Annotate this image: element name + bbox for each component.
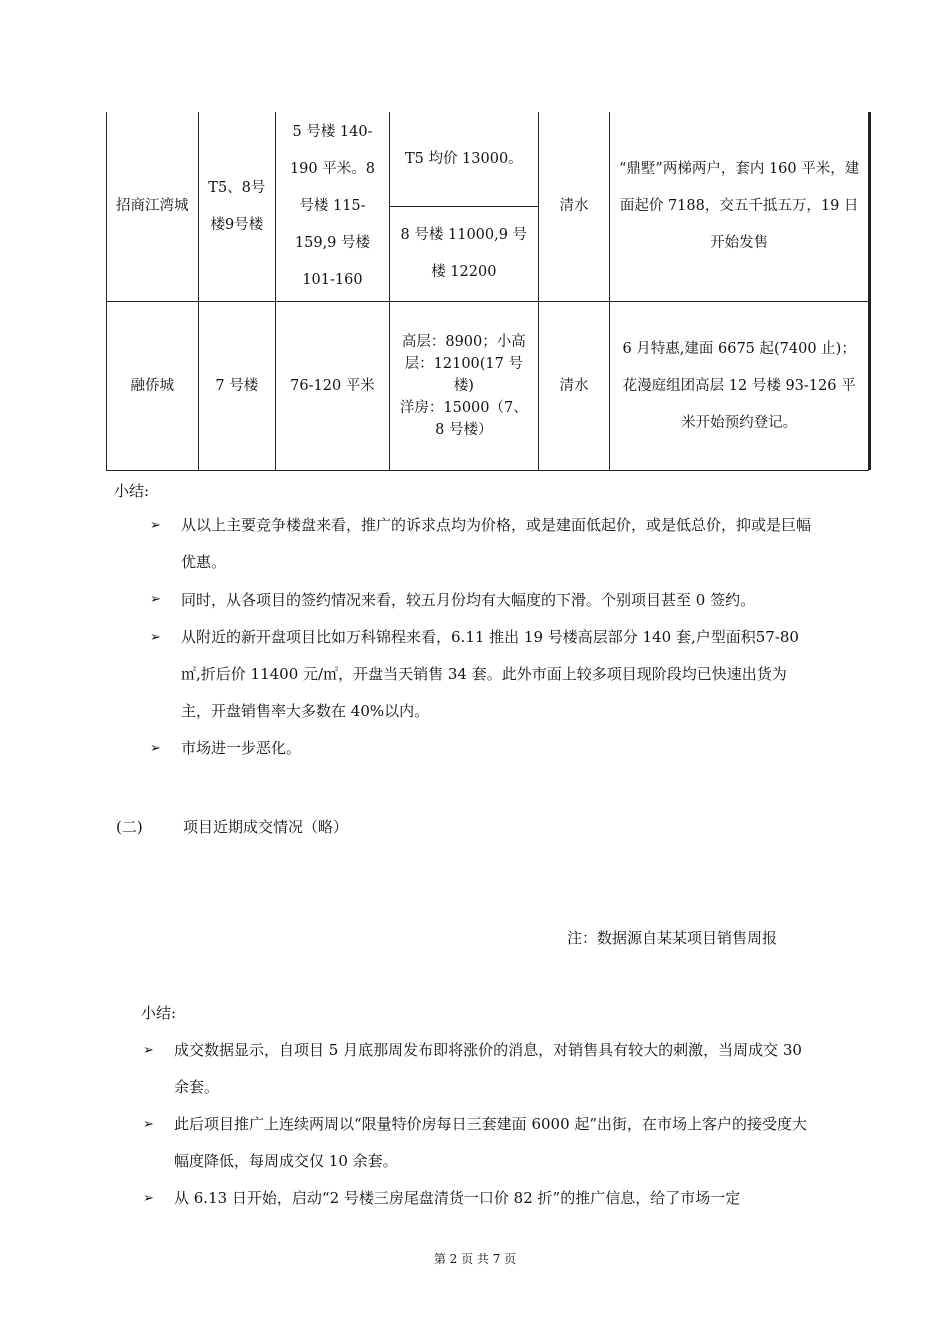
cell-notes: “鼎墅”两梯两户，套内 160 平米，建面起价 7188，交五千抵五万，19 日开始发售: [610, 112, 869, 302]
bullet-icon: ➢: [143, 1043, 154, 1058]
summary-bullet: 市场进一步恶化。: [181, 739, 302, 757]
bullet-icon: ➢: [150, 630, 161, 645]
cell-price: T5 均价 13000。: [389, 112, 538, 207]
bullet-icon: ➢: [150, 518, 161, 533]
cell-price: [389, 302, 538, 471]
page-footer: 第 2 页 共 7 页: [433, 1252, 517, 1266]
summary-bullet: 从以上主要竞争楼盘来看，推广的诉求点均为价格，或是建面低起价，或是低总价，抑或是巨幅优惠。: [181, 516, 812, 571]
summary-bullet: 同时，从各项目的签约情况来看，较五月份均有大幅度的下滑。个别项目甚至 0 签约。: [181, 591, 756, 609]
table-row: [107, 112, 869, 207]
summary-bullet: 从 6.13 日开始，启动“2 号楼三房尾盘清货一口价 82 折”的推广信息，给了市场一定: [174, 1189, 741, 1207]
cell-finish: 清水: [538, 302, 609, 471]
cell-price: 8 号楼 11000,9 号楼 12200: [389, 207, 538, 302]
cell-notes: 6 月特惠,建面 6675 起(7400 止)；花漫庭组团高层 12 号楼 93-126 平米开始预约登记。: [610, 302, 869, 471]
summary-bullet: 此后项目推广上连续两周以“限量特价房每日三套建面 6000 起”出街，在市场上客户的接受度大幅度降低，每周成交仅 10 余套。: [174, 1115, 808, 1170]
bullet-icon: ➢: [143, 1191, 154, 1206]
cell-area: 76-120 平米: [276, 302, 390, 471]
table-border: [869, 112, 871, 470]
competitor-table: [106, 112, 869, 471]
cell-project: 招商江湾城: [107, 112, 199, 302]
bullet-icon: ➢: [150, 592, 161, 607]
cell-project: 融侨城: [107, 302, 199, 471]
bullet-icon: ➢: [150, 741, 161, 756]
data-source-note: 注：数据源自某某项目销售周报: [567, 929, 778, 947]
price-line: 高层：8900；小高层：12100(17 号楼): [401, 334, 526, 394]
bullet-icon: ➢: [143, 1117, 154, 1132]
cell-building: 7 号楼: [198, 302, 276, 471]
price-line: 洋房：15000（7、8 号楼）: [399, 400, 528, 438]
section-number: (二): [116, 818, 143, 836]
section-title: 项目近期成交情况（略）: [183, 818, 349, 836]
cell-finish: 清水: [538, 112, 609, 302]
summary-heading: 小结:: [114, 482, 150, 500]
cell-area: 5 号楼 140-190 平米。8 号楼 115-159,9 号楼 101-160: [276, 112, 390, 302]
summary-bullet: 成交数据显示，自项目 5 月底那周发布即将涨价的消息，对销售具有较大的刺激，当周成交 30 余套。: [174, 1041, 802, 1096]
summary-bullet: 从附近的新开盘项目比如万科锦程来看，6.11 推出 19 号楼高层部分 140 套,户型面积57-80 ㎡,折后价 11400 元/㎡，开盘当天销售 34 套。此外市面上较多项目现阶段均已快速出货为主，开盘销售率大多数在 40%以内。: [181, 628, 799, 720]
cell-building: T5、8号楼9号楼: [198, 112, 276, 302]
summary-heading: 小结:: [141, 1004, 177, 1022]
table-row: [107, 302, 869, 471]
